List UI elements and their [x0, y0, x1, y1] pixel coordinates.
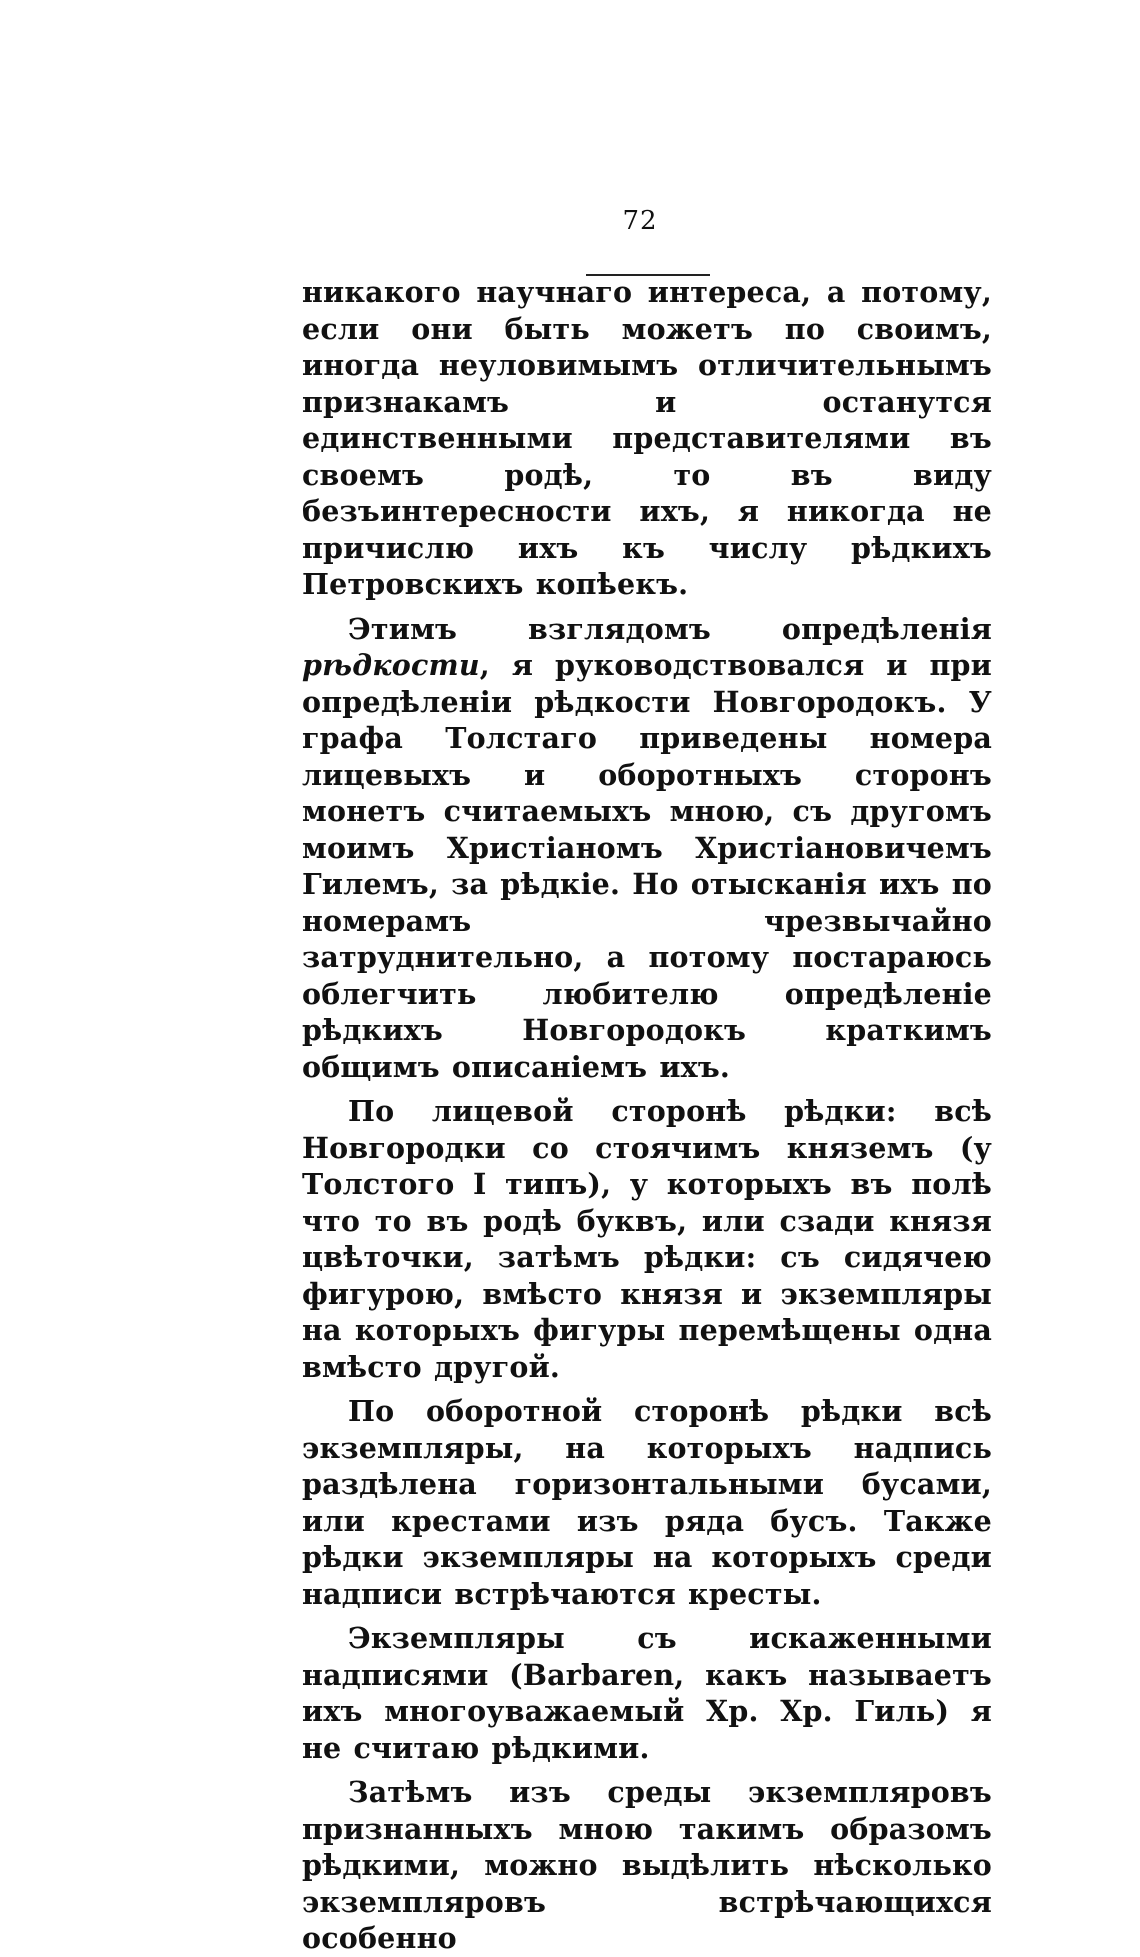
paragraph-4: По оборотной сторонѣ рѣдки всѣ экземпляры, на которыхъ надпись раздѣлена горизонтальными бусами, или крестами изъ ряда бусъ. Также рѣдки экземпляры на которыхъ среди надписи встрѣчаются кресты.: [302, 1394, 992, 1611]
paragraph-1: никакого научнаго интереса, а потому, если они быть можетъ по своимъ, иногда неуловимымъ отличительнымъ признакамъ и останутся единственными представителями въ своемъ родѣ, то въ виду безъинтересности ихъ, я никогда не причислю ихъ къ числу рѣдкихъ Петровскихъ копѣекъ.: [302, 275, 992, 601]
paragraph-2-rest: , я руководствовался и при опредѣленіи рѣдкости Новгородокъ. У графа Толстаго приведены номера лицевыхъ и оборотныхъ сторонъ монетъ считаемыхъ мною, съ другомъ моимъ Христіаномъ Христіановичемъ Гилемъ, за рѣдкіе. Но отысканія ихъ по номерамъ чрезвычайно затруднительно, а потому постараюсь облегчить любителю опредѣленіе рѣдкихъ Новгородокъ краткимъ общимъ описаніемъ ихъ.: [302, 648, 992, 1084]
paragraph-2: [302, 611, 992, 1086]
paragraph-6: Затѣмъ изъ среды экземпляровъ признанныхъ мною такимъ образомъ рѣдкими, можно выдѣлить нѣсколько экземпляровъ встрѣчающихся особенно: [302, 1775, 992, 1955]
paragraph-2-start: Этимъ взглядомъ опредѣленія: [348, 611, 992, 646]
emphasized-word: рѣдкости: [302, 648, 480, 682]
body-text: [302, 274, 992, 1957]
paragraph-5: Экземпляры съ искаженными надписями (Barbaren, какъ называетъ ихъ многоуважаемый Хр. Хр. Гиль) я не считаю рѣдкими.: [302, 1621, 992, 1765]
paragraph-3: По лицевой сторонѣ рѣдки: всѣ Новгородки со стоячимъ княземъ (у Толстого I типъ), у которыхъ въ полѣ что то въ родѣ буквъ, или сзади князя цвѣточки, затѣмъ рѣдки: съ сидячею фигурою, вмѣсто князя и экземпляры на которыхъ фигуры перемѣщены одна вмѣсто другой.: [302, 1094, 992, 1384]
page-number: 72: [622, 206, 658, 236]
